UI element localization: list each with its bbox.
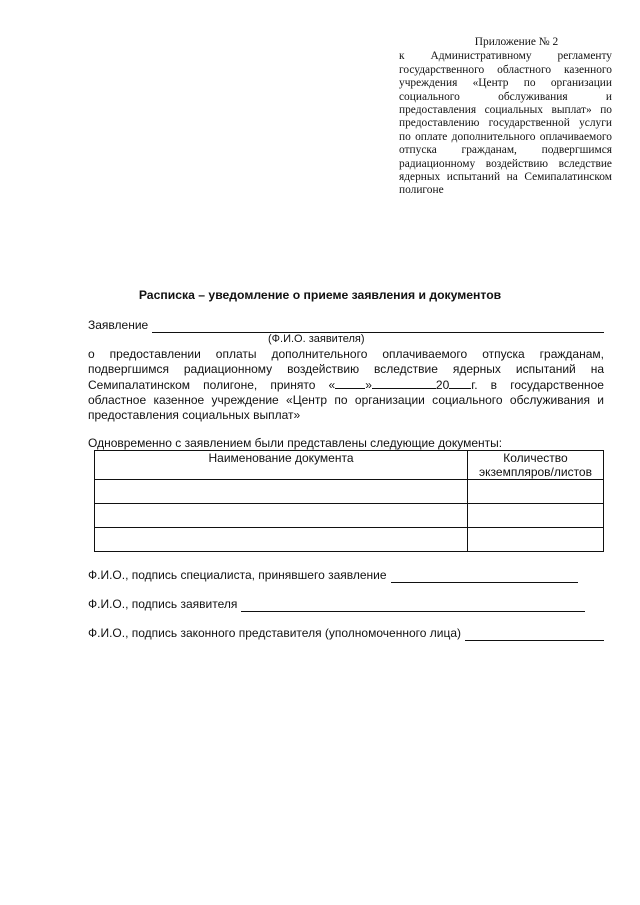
document-count-cell[interactable] <box>468 528 604 552</box>
applicant-signature-field[interactable] <box>241 598 585 612</box>
application-row <box>88 318 604 333</box>
date-year-prefix: 20 <box>435 378 450 392</box>
specialist-signature-field[interactable] <box>391 569 578 583</box>
application-text-1: о предоставлении оплаты дополнительного оплачиваемого отпуска гражданам, подвергшимся радиационному воздействию вследствие ядерных испытаний на Семипалатинском полигоне, принято « <box>88 347 604 392</box>
document-count-cell[interactable] <box>468 480 604 504</box>
documents-intro: Одновременно с заявлением были представлены следующие документы: <box>88 436 503 450</box>
document-count-cell[interactable] <box>468 504 604 528</box>
date-month-field[interactable] <box>372 377 436 389</box>
column-document-count: Количество экземпляров/листов <box>468 451 604 480</box>
representative-signature-label: Ф.И.О., подпись законного представителя (уполномоченного лица) <box>88 626 461 640</box>
application-paragraph <box>88 347 604 423</box>
document-name-cell[interactable] <box>95 504 468 528</box>
date-separator: » <box>365 378 372 392</box>
applicant-signature-label: Ф.И.О., подпись заявителя <box>88 597 238 611</box>
applicant-name-field[interactable] <box>152 319 604 333</box>
date-year-suffix: г. в <box>471 378 498 392</box>
applicant-name-caption: (Ф.И.О. заявителя) <box>268 333 365 345</box>
applicant-signature-row <box>88 597 585 612</box>
documents-table <box>94 450 604 552</box>
specialist-signature-label: Ф.И.О., подпись специалиста, принявшего заявление <box>88 568 387 582</box>
appendix-block <box>399 36 612 198</box>
document-name-cell[interactable] <box>95 480 468 504</box>
table-row <box>95 528 604 552</box>
application-label: Заявление <box>88 318 149 332</box>
page-title: Расписка – уведомление о приеме заявления и документов <box>138 288 502 302</box>
application-text-2: государственное областное казенное учреждение «Центр по организации социального обслуживания и предоставления социальных выплат» <box>88 378 604 422</box>
documents-table-header <box>95 451 604 480</box>
specialist-signature-row <box>88 568 578 583</box>
document-name-cell[interactable] <box>95 528 468 552</box>
representative-signature-row <box>88 626 604 641</box>
date-day-field[interactable] <box>335 377 365 389</box>
appendix-number: Приложение № 2 <box>474 36 559 48</box>
appendix-text: к Административному регламенту государственного областного казенного учреждения «Центр по организации социального обслуживания и предоставления социальных выплат» по предоставлению государственной услуги по оплате дополнительного оплачиваемого отпуска гражданам, подвергшимся радиационному воздействию вследствие ядерных испытаний на Семипалатинском полигоне <box>399 50 612 197</box>
column-document-name: Наименование документа <box>95 451 468 480</box>
representative-signature-field[interactable] <box>465 627 604 641</box>
table-row <box>95 504 604 528</box>
date-year-field[interactable] <box>449 377 471 389</box>
table-row <box>95 480 604 504</box>
